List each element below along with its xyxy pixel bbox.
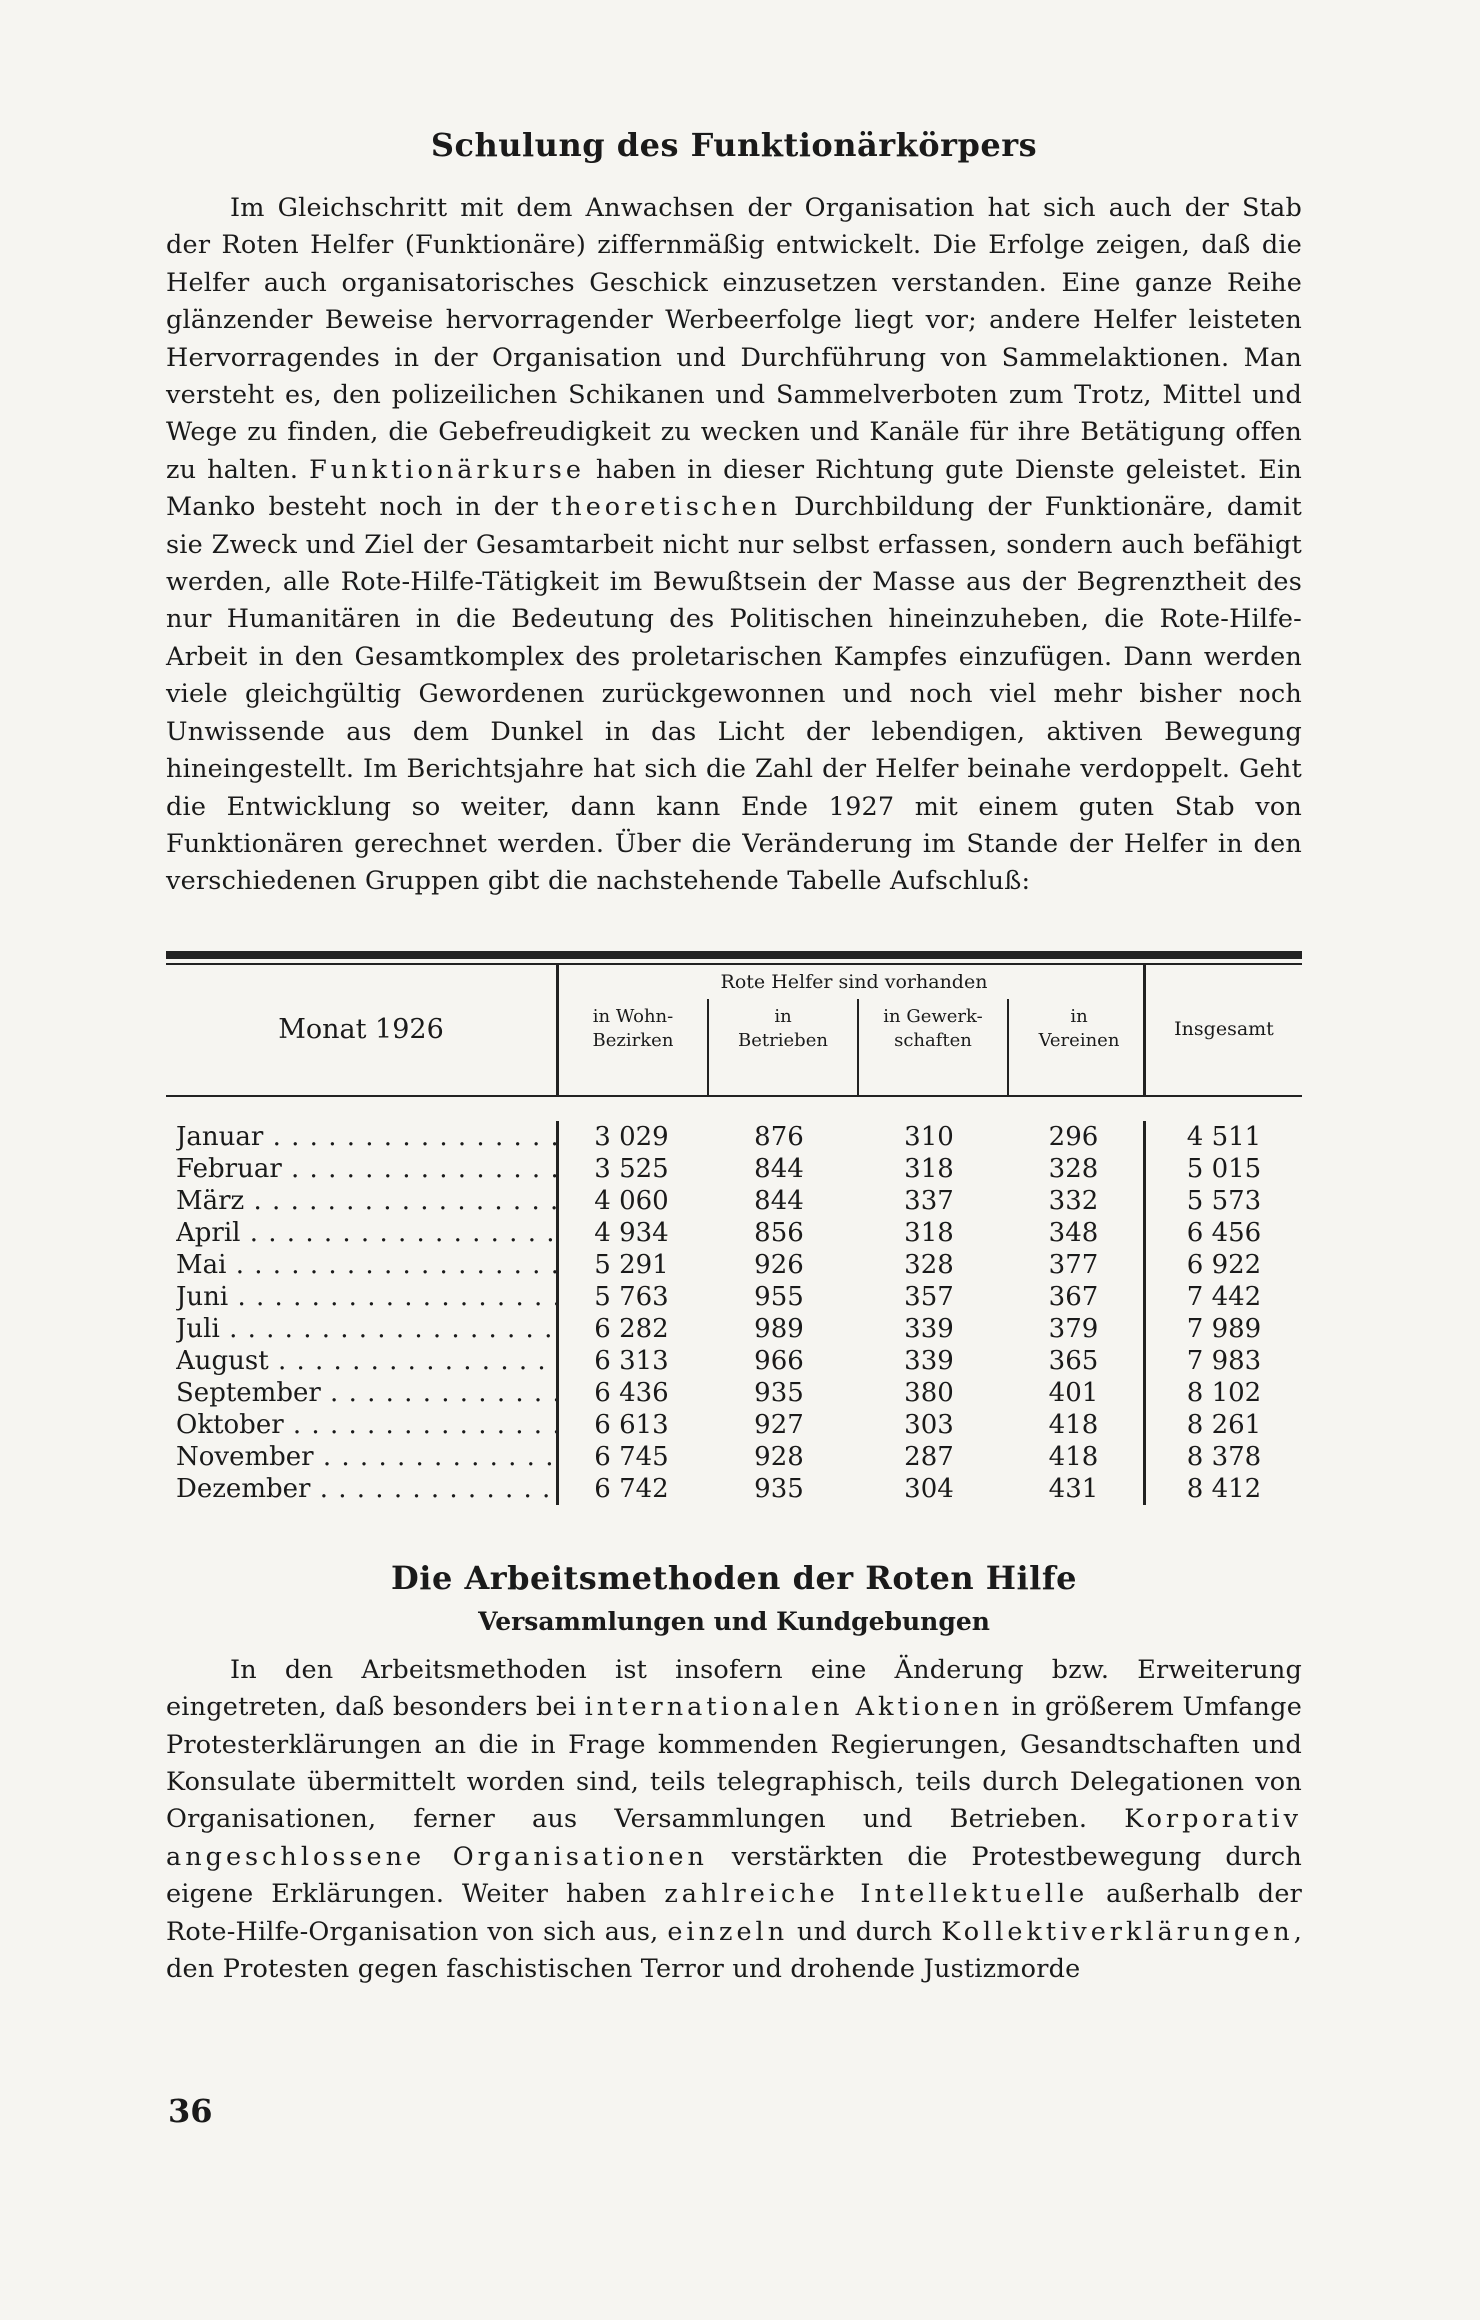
section-paragraph xyxy=(166,190,1302,901)
betriebe-cell: 844 xyxy=(754,1153,804,1184)
gewerkschaften-cell: 318 xyxy=(904,1153,954,1184)
vereine-cell: 401 xyxy=(1048,1377,1099,1408)
betriebe-cell: 935 xyxy=(754,1473,804,1504)
section-paragraph xyxy=(166,1652,1302,1989)
gewerkschaften-cell: 304 xyxy=(904,1473,954,1504)
insgesamt-cell: 8 412 xyxy=(1186,1473,1262,1504)
vereine-cell: 328 xyxy=(1048,1153,1099,1184)
wohnbezirke-cell: 6 436 xyxy=(594,1377,669,1408)
text-run: In den Arbeitsmethoden ist insofern eine Änderung bzw. Erweiterung eingetreten, daß besonders bei xyxy=(166,1654,1302,1723)
month-cell: Januar . . . xyxy=(176,1121,556,1153)
month-cell: Juni . . . xyxy=(176,1281,556,1313)
wohnbezirke-cell: 6 313 xyxy=(594,1345,669,1376)
insgesamt-column xyxy=(1146,1121,1302,1505)
section-title: Die Arbeitsmethoden der Roten Hilfe xyxy=(391,1558,1077,1597)
month-cell: Mai . . . xyxy=(176,1249,556,1281)
wohnbezirke-cell: 3 029 xyxy=(594,1121,669,1152)
emphasized-text: Funktionärkurse xyxy=(309,454,585,485)
vereine-cell: 418 xyxy=(1048,1409,1099,1440)
month-cell: Oktober . . . xyxy=(176,1409,556,1441)
text-run: in größerem Umfange Protesterklärungen an die in Frage kommenden Regierungen, Gesandtschaften und Konsulate übermittelt worden sind, teils telegraphisch, teils durch Delegationen von Organisationen, ferner aus Versammlungen und Betrieben. xyxy=(166,1692,1302,1835)
wohnbezirke-cell: 3 525 xyxy=(594,1153,669,1184)
header-group-title: Rote Helfer sind vorhanden xyxy=(720,970,988,993)
wohnbezirke-cell: 6 282 xyxy=(594,1313,669,1344)
page-content xyxy=(166,126,1302,1988)
gewerkschaften-cell: 337 xyxy=(904,1185,954,1216)
wohnbezirke-cell: 6 613 xyxy=(594,1409,669,1440)
gewerkschaften-cell: 339 xyxy=(904,1345,954,1376)
table-header xyxy=(166,965,1302,1097)
betriebe-cell: 989 xyxy=(754,1313,804,1344)
text-run: Im Gleichschritt mit dem Anwachsen der Organisation hat sich auch der Stab der Roten Helfer (Funktionäre) ziffernmäßig entwickelt. Die Erfolge zeigen, daß die Helfer auch organisatorisches Geschick einzusetzen verstanden. Eine ganze Reihe glänzender Beweise hervorragender Werbeerfolge liegt vor; andere Helfer leisteten Hervorragendes in der Organisation und Durchführung von Sammelaktionen. Man versteht es, den polizeilichen Schikanen und Sammelverboten zum Trotz, Mittel und Wege zu finden, die Gebefreudigkeit zu wecken und Kanäle für ihre Betätigung offen zu halten. xyxy=(166,193,1302,485)
month-cell: April . . . xyxy=(176,1217,556,1249)
betriebe-cell: 844 xyxy=(754,1185,804,1216)
insgesamt-cell: 7 989 xyxy=(1186,1313,1262,1344)
section-title: Schulung des Funktionärkörpers xyxy=(430,126,1038,164)
gewerkschaften-cell: 310 xyxy=(904,1121,954,1152)
betriebe-cell: 927 xyxy=(754,1409,804,1440)
insgesamt-cell: 6 456 xyxy=(1186,1217,1262,1248)
table-body xyxy=(166,1097,1302,1505)
insgesamt-cell: 7 983 xyxy=(1186,1345,1262,1376)
text-run: und durch xyxy=(788,1916,942,1947)
betriebe-cell: 935 xyxy=(754,1377,804,1408)
month-cell: November . . . xyxy=(176,1441,556,1473)
text-run: haben in dieser Richtung gute Dienste geleistet. Ein Manko besteht noch in der xyxy=(166,454,1302,523)
vereine-column xyxy=(1004,1121,1146,1505)
header-group xyxy=(556,965,1146,1095)
header-wohnbezirke: in Wohn- Bezirken xyxy=(592,1005,674,1051)
header-betriebe: in Betrieben xyxy=(707,999,857,1095)
insgesamt-cell: 7 442 xyxy=(1186,1281,1262,1312)
month-cell: Juli . . . xyxy=(176,1313,556,1345)
emphasized-text: internationalen Aktionen xyxy=(584,1692,1004,1723)
betriebe-column xyxy=(704,1121,854,1505)
gewerkschaften-cell: 318 xyxy=(904,1217,954,1248)
text-run: außerhalb der Rote-Hilfe-Organisation von sich aus, xyxy=(166,1879,1302,1947)
month-cell: Februar . . . xyxy=(176,1153,556,1185)
betriebe-cell: 928 xyxy=(754,1441,804,1472)
gewerkschaften-cell: 328 xyxy=(904,1249,954,1280)
vereine-cell: 367 xyxy=(1048,1281,1099,1312)
wohnbezirke-cell: 6 742 xyxy=(594,1473,669,1504)
vereine-cell: 431 xyxy=(1048,1473,1099,1504)
month-column xyxy=(166,1121,556,1505)
month-cell: August . . . xyxy=(176,1345,556,1377)
insgesamt-cell: 8 378 xyxy=(1186,1441,1262,1472)
header-total: Insgesamt xyxy=(1174,1018,1274,1041)
emphasized-text: zahlreiche Intellektuelle xyxy=(664,1879,1089,1910)
vereine-cell: 296 xyxy=(1048,1121,1099,1152)
insgesamt-cell: 5 573 xyxy=(1186,1185,1262,1216)
vereine-cell: 332 xyxy=(1048,1185,1099,1216)
text-run: , den Protesten gegen faschistischen Terror und drohende Justizmorde xyxy=(166,1916,1302,1984)
page-number: 36 xyxy=(168,2092,213,2130)
insgesamt-cell: 8 261 xyxy=(1186,1409,1262,1440)
insgesamt-cell: 8 102 xyxy=(1186,1377,1262,1408)
gewerkschaften-cell: 357 xyxy=(904,1281,954,1312)
vereine-cell: 377 xyxy=(1048,1249,1099,1280)
insgesamt-cell: 6 922 xyxy=(1186,1249,1262,1280)
emphasized-text: einzeln xyxy=(667,1916,789,1947)
vereine-cell: 418 xyxy=(1048,1441,1099,1472)
emphasized-text: Korporativ angeschlossene Organisationen xyxy=(166,1804,1302,1872)
gewerkschaften-cell: 339 xyxy=(904,1313,954,1344)
wohnbezirke-cell: 4 934 xyxy=(594,1217,669,1248)
text-run: verstärkten die Protestbewegung durch eigene Erklärungen. Weiter haben xyxy=(166,1841,1303,1910)
header-vereine: in Vereinen xyxy=(1007,999,1149,1095)
month-cell: September . . . xyxy=(176,1377,556,1409)
emphasized-text: theoretischen xyxy=(551,492,782,523)
betriebe-cell: 876 xyxy=(754,1121,804,1152)
gewerkschaften-cell: 303 xyxy=(904,1409,954,1440)
month-cell: Dezember . . . xyxy=(176,1473,556,1505)
gewerkschaften-cell: 287 xyxy=(904,1441,954,1472)
vereine-cell: 365 xyxy=(1048,1345,1099,1376)
betriebe-cell: 955 xyxy=(754,1281,804,1312)
betriebe-cell: 966 xyxy=(754,1345,804,1376)
wohnbezirke-cell: 6 745 xyxy=(594,1441,669,1472)
wohnbezirke-column xyxy=(556,1121,704,1505)
insgesamt-cell: 5 015 xyxy=(1186,1153,1262,1184)
wohnbezirke-cell: 4 060 xyxy=(594,1185,669,1216)
betriebe-cell: 856 xyxy=(754,1217,804,1248)
emphasized-text: Kollektiverklärungen xyxy=(941,1916,1294,1947)
month-cell: März . . . xyxy=(176,1185,556,1217)
gewerkschaften-column xyxy=(854,1121,1004,1505)
gewerkschaften-cell: 380 xyxy=(904,1377,954,1408)
helper-statistics-table xyxy=(166,951,1302,1505)
betriebe-cell: 926 xyxy=(754,1249,804,1280)
table-top-rule xyxy=(166,951,1302,959)
wohnbezirke-cell: 5 763 xyxy=(594,1281,669,1312)
text-run: Durchbildung der Funktionäre, damit sie Zweck und Ziel der Gesamtarbeit nicht nur selbst erfassen, sondern auch befähigt werden, alle Rote-Hilfe-Tätigkeit im Bewußtsein der Masse aus der Begrenztheit des nur Humanitären in die Bedeutung des Politischen hineinzuheben, die Rote-Hilfe-Arbeit in den Gesamtkomplex des proletarischen Kampfes einzufügen. Dann werden viele gleichgültig Gewordenen zurückgewonnen und noch viel mehr bisher noch Unwissende aus dem Dunkel in das Licht der lebendigen, aktiven Bewegung hineingestellt. Im Berichtsjahre hat sich die Zahl der Helfer beinahe verdoppelt. Geht die Entwicklung so weiter, dann kann Ende 1927 mit einem guten Stab von Funktionären gerechnet werden. Über die Veränderung im Stande der Helfer in den verschiedenen Gruppen gibt die nachstehende Tabelle Aufschluß: xyxy=(166,492,1302,897)
wohnbezirke-cell: 5 291 xyxy=(594,1249,669,1280)
section-subtitle: Versammlungen und Kundgebungen xyxy=(478,1606,990,1636)
vereine-cell: 348 xyxy=(1048,1217,1099,1248)
vereine-cell: 379 xyxy=(1048,1313,1099,1344)
header-month: Monat 1926 xyxy=(278,1014,444,1046)
insgesamt-cell: 4 511 xyxy=(1186,1121,1262,1152)
header-gewerkschaften: in Gewerk- schaften xyxy=(857,999,1007,1095)
